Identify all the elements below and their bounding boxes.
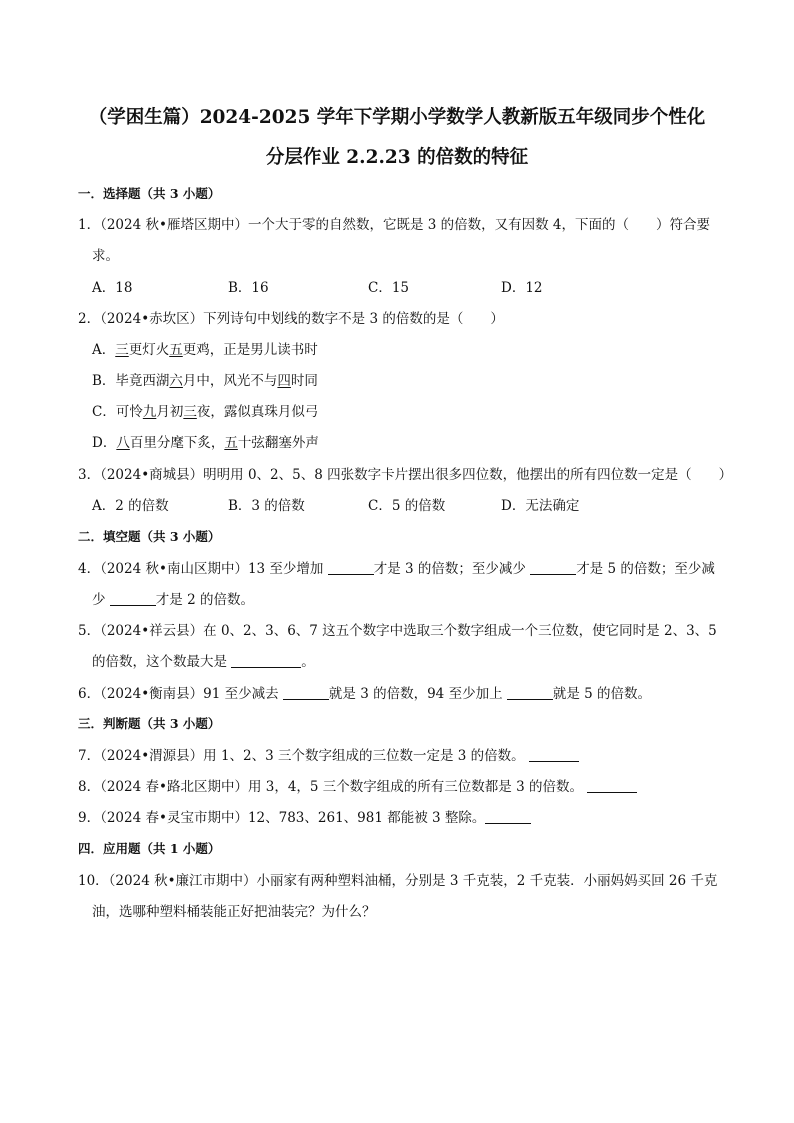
question-2-option-d <box>92 434 319 452</box>
answer-blank[interactable] <box>283 685 329 700</box>
underlined-digit: 六 <box>169 373 183 389</box>
question-5-stem-cont <box>92 653 315 671</box>
question-3-option-d: D．无法确定 <box>501 498 580 514</box>
question-5-stem: 5．（2024•祥云县）在 0、2、3、6、7 这五个数字中选取三个数字组成一个三位数，使它同时是 2、3、5 <box>78 623 717 639</box>
question-text: 8．（2024 春•路北区期中）用 3，4，5 三个数字组成的所有三位数都是 3 的倍数。 <box>78 779 588 795</box>
option-prefix: C． <box>92 404 116 420</box>
option-text: 毕竟西湖 <box>115 373 170 389</box>
answer-blank[interactable] <box>587 778 637 793</box>
question-1-stem-cont: 求。 <box>92 248 119 264</box>
option-text: 十弦翻塞外声 <box>237 435 319 451</box>
question-text: 4．（2024 秋•南山区期中）13 至少增加 <box>78 561 328 577</box>
question-9-stem <box>78 809 531 827</box>
question-text: 少 <box>92 592 110 608</box>
question-1-option-b: B．16 <box>228 280 269 296</box>
question-7-stem <box>78 747 579 765</box>
question-3-option-c: C．5 的倍数 <box>368 498 446 514</box>
option-text: 百里分麾下炙， <box>129 435 225 451</box>
underlined-digit: 三 <box>115 342 129 358</box>
question-2-stem: 2．（2024•赤坎区）下列诗句中划线的数字不是 3 的倍数的是（ ） <box>78 311 504 327</box>
answer-blank[interactable] <box>507 685 553 700</box>
answer-blank[interactable] <box>328 560 374 575</box>
answer-blank[interactable] <box>110 591 156 606</box>
question-6-stem <box>78 685 651 703</box>
section-heading-application: 四．应用题（共 1 小题） <box>78 841 221 856</box>
question-1-option-a: A．18 <box>92 280 133 296</box>
question-text: 7．（2024•渭源县）用 1、2、3 三个数字组成的三位数一定是 3 的倍数。 <box>78 748 529 764</box>
answer-blank[interactable] <box>529 747 579 762</box>
question-10-stem-cont: 油，选哪种塑料桶装能正好把油装完？为什么？ <box>92 904 376 920</box>
underlined-digit: 八 <box>116 435 130 451</box>
option-prefix: D． <box>92 435 117 451</box>
answer-blank[interactable] <box>530 560 576 575</box>
option-text: 月中，风光不与 <box>182 373 278 389</box>
question-text: 就是 5 的倍数。 <box>552 686 652 702</box>
option-prefix: A． <box>92 342 116 358</box>
section-heading-choice: 一．选择题（共 3 小题） <box>78 186 221 201</box>
question-text: 才是 5 的倍数；至少减 <box>576 561 715 577</box>
question-1-stem: 1．（2024 秋•雁塔区期中）一个大于零的自然数，它既是 3 的倍数，又有因数 4，下面的（ ）符合要 <box>78 217 711 233</box>
question-3-option-b: B．3 的倍数 <box>228 498 305 514</box>
section-heading-judge: 三．判断题（共 3 小题） <box>78 716 221 731</box>
question-text: 6．（2024•衡南县）91 至少减去 <box>78 686 283 702</box>
option-text: 更鸡，正是男儿读书时 <box>182 342 318 358</box>
question-1-option-d: D．12 <box>501 280 543 296</box>
question-2-option-a <box>92 341 318 359</box>
question-8-stem <box>78 778 637 796</box>
answer-blank[interactable] <box>485 809 531 824</box>
page-title-line2: 分层作业 2.2.23 的倍数的特征 <box>265 147 529 168</box>
underlined-digit: 九 <box>142 404 157 420</box>
option-text: 可怜 <box>115 404 143 420</box>
question-2-option-b <box>92 372 318 390</box>
option-text: 更灯火 <box>128 342 170 358</box>
question-text: 的倍数，这个数最大是 <box>92 654 232 670</box>
question-1-option-c: C．15 <box>368 280 410 296</box>
option-text: 夜，露似真珠月似弓 <box>196 404 319 420</box>
option-prefix: B． <box>92 373 116 389</box>
question-3-stem: 3．（2024•商城县）明明用 0、2、5、8 四张数字卡片摆出很多四位数，他摆出的所有四位数一定是（ ） <box>78 467 733 483</box>
option-text: 时同 <box>290 373 318 389</box>
page-title-line1: （学困生篇）2024-2025 学年下学期小学数学人教新版五年级同步个性化 <box>88 107 706 128</box>
underlined-digit: 五 <box>169 342 183 358</box>
question-4-stem-cont <box>92 591 254 609</box>
answer-blank[interactable] <box>231 653 301 668</box>
question-text: 就是 3 的倍数，94 至少加上 <box>328 686 507 702</box>
underlined-digit: 五 <box>224 435 238 451</box>
underlined-digit: 三 <box>183 404 197 420</box>
question-text: 。 <box>301 654 315 670</box>
question-text: 才是 3 的倍数；至少减少 <box>373 561 531 577</box>
question-10-stem: 10．（2024 秋•廉江市期中）小丽家有两种塑料油桶，分别是 3 千克装，2 千克装．小丽妈妈买回 26 千克 <box>78 873 718 889</box>
underlined-digit: 四 <box>277 373 291 389</box>
question-3-option-a: A．2 的倍数 <box>92 498 169 514</box>
question-text: 才是 2 的倍数。 <box>155 592 254 608</box>
section-heading-fill: 二．填空题（共 3 小题） <box>78 529 221 544</box>
question-2-option-c <box>92 403 318 421</box>
question-text: 9．（2024 春•灵宝市期中）12、783、261、981 都能被 3 整除。 <box>78 810 486 826</box>
option-text: 月初 <box>156 404 184 420</box>
question-4-stem <box>78 560 715 578</box>
